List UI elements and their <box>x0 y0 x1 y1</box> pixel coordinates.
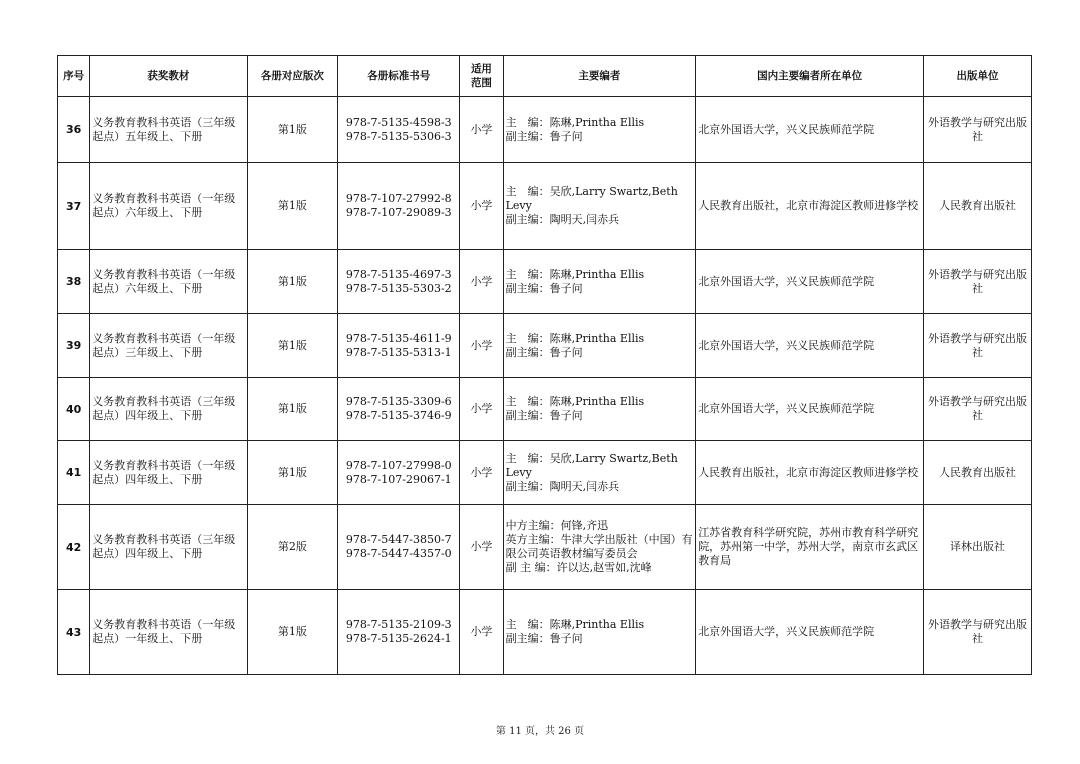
cell-units: 北京外国语大学，兴义民族师范学院 <box>696 250 924 314</box>
cell-isbn <box>338 97 460 163</box>
cell-editors <box>503 250 696 314</box>
editor-line: 副主编：陶明天,闫赤兵 <box>505 479 620 493</box>
cell-units: 北京外国语大学，兴义民族师范学院 <box>696 314 924 378</box>
cell-editors <box>503 163 696 250</box>
cell-editors <box>503 314 696 378</box>
cell-isbn <box>338 441 460 505</box>
editor-line: 英方主编：牛津大学出版社（中国）有限公司英语教材编写委员会 <box>505 533 693 560</box>
header-scope-line1: 适用 <box>470 63 492 75</box>
cell-edition: 第2版 <box>247 505 338 590</box>
cell-isbn <box>338 314 460 378</box>
cell-publisher: 译林出版社 <box>924 505 1032 590</box>
header-book: 获奖教材 <box>90 56 247 97</box>
isbn-line: 978-7-107-27998-0 <box>345 458 452 472</box>
header-editors: 主要编者 <box>503 56 696 97</box>
cell-book: 义务教育教科书英语（一年级起点）四年级上、下册 <box>90 441 247 505</box>
cell-publisher: 外语教学与研究出版社 <box>924 378 1032 441</box>
editor-line: 主 编：陈琳,Printha Ellis <box>505 395 645 408</box>
isbn-line: 978-7-5135-3746-9 <box>345 409 452 422</box>
editor-line: 副主编：鲁子问 <box>505 129 583 143</box>
isbn-line: 978-7-5135-2109-3 <box>345 618 452 631</box>
editor-line: 主 编：陈琳,Printha Ellis <box>505 331 645 345</box>
cell-publisher: 外语教学与研究出版社 <box>924 314 1032 378</box>
cell-editors <box>503 378 696 441</box>
editor-line: 主 编：陈琳,Printha Ellis <box>505 618 645 631</box>
cell-editors <box>503 441 696 505</box>
header-units: 国内主要编者所在单位 <box>696 56 924 97</box>
cell-publisher: 外语教学与研究出版社 <box>924 250 1032 314</box>
editor-line: 主 编：吴欣,Larry Swartz,Beth Levy <box>505 185 682 212</box>
cell-edition: 第1版 <box>247 590 338 675</box>
cell-isbn <box>338 250 460 314</box>
isbn-line: 978-7-5135-5306-3 <box>345 129 452 143</box>
isbn-line: 978-7-5135-4598-3 <box>345 115 452 129</box>
isbn-line: 978-7-107-29067-1 <box>345 472 452 486</box>
cell-publisher: 外语教学与研究出版社 <box>924 590 1032 675</box>
cell-seq: 42 <box>58 505 90 590</box>
cell-book: 义务教育教科书英语（三年级起点）四年级上、下册 <box>90 378 247 441</box>
isbn-line: 978-7-5135-4697-3 <box>345 267 452 281</box>
cell-book: 义务教育教科书英语（三年级起点）四年级上、下册 <box>90 505 247 590</box>
cell-scope: 小学 <box>460 505 503 590</box>
cell-edition: 第1版 <box>247 441 338 505</box>
awarded-textbooks-table <box>57 55 1032 675</box>
table-row <box>58 250 1032 314</box>
cell-book: 义务教育教科书英语（三年级起点）五年级上、下册 <box>90 97 247 163</box>
table-row <box>58 441 1032 505</box>
cell-scope: 小学 <box>460 250 503 314</box>
cell-units: 北京外国语大学，兴义民族师范学院 <box>696 378 924 441</box>
isbn-line: 978-7-107-27992-8 <box>345 192 452 205</box>
cell-publisher: 人民教育出版社 <box>924 441 1032 505</box>
cell-scope: 小学 <box>460 163 503 250</box>
cell-scope: 小学 <box>460 314 503 378</box>
page-footer: 第 11 页，共 26 页 <box>495 726 585 737</box>
cell-isbn <box>338 590 460 675</box>
table-row <box>58 590 1032 675</box>
isbn-line: 978-7-5447-3850-7 <box>345 533 452 546</box>
cell-book: 义务教育教科书英语（一年级起点）一年级上、下册 <box>90 590 247 675</box>
editor-line: 副主编：鲁子问 <box>505 409 583 422</box>
header-edition: 各册对应版次 <box>247 56 338 97</box>
cell-seq: 41 <box>58 441 90 505</box>
cell-scope: 小学 <box>460 378 503 441</box>
cell-seq: 36 <box>58 97 90 163</box>
cell-edition: 第1版 <box>247 163 338 250</box>
editor-line: 主 编：吴欣,Larry Swartz,Beth Levy <box>505 451 682 479</box>
header-seq: 序号 <box>58 56 90 97</box>
cell-seq: 39 <box>58 314 90 378</box>
editor-line: 主 编：陈琳,Printha Ellis <box>505 115 645 129</box>
isbn-line: 978-7-5135-5303-2 <box>345 281 452 295</box>
cell-scope: 小学 <box>460 97 503 163</box>
cell-units: 人民教育出版社，北京市海淀区教师进修学校 <box>696 163 924 250</box>
table-row <box>58 97 1032 163</box>
header-scope-line2: 范围 <box>470 77 492 89</box>
editor-line: 副主编：鲁子问 <box>505 345 583 359</box>
header-publisher: 出版单位 <box>924 56 1032 97</box>
isbn-line: 978-7-5135-4611-9 <box>345 331 452 345</box>
editor-line: 副 主 编：许以达,赵雪如,沈峰 <box>505 561 652 574</box>
cell-seq: 43 <box>58 590 90 675</box>
table-row <box>58 505 1032 590</box>
editor-line: 副主编：陶明天,闫赤兵 <box>505 213 620 226</box>
cell-edition: 第1版 <box>247 378 338 441</box>
cell-book: 义务教育教科书英语（一年级起点）三年级上、下册 <box>90 314 247 378</box>
cell-editors <box>503 97 696 163</box>
header-scope <box>460 56 503 97</box>
cell-units: 北京外国语大学，兴义民族师范学院 <box>696 97 924 163</box>
cell-book: 义务教育教科书英语（一年级起点）六年级上、下册 <box>90 163 247 250</box>
table-row <box>58 163 1032 250</box>
editor-line: 副主编：鲁子问 <box>505 632 583 645</box>
cell-publisher: 人民教育出版社 <box>924 163 1032 250</box>
editor-line: 主 编：陈琳,Printha Ellis <box>505 267 645 281</box>
cell-isbn <box>338 378 460 441</box>
cell-units: 江苏省教育科学研究院，苏州市教育科学研究院，苏州第一中学，苏州大学，南京市玄武区教育局 <box>696 505 924 590</box>
cell-isbn <box>338 163 460 250</box>
cell-book: 义务教育教科书英语（一年级起点）六年级上、下册 <box>90 250 247 314</box>
editor-line: 中方主编：何锋,齐迅 <box>505 519 609 532</box>
cell-scope: 小学 <box>460 590 503 675</box>
cell-seq: 40 <box>58 378 90 441</box>
cell-editors <box>503 590 696 675</box>
isbn-line: 978-7-107-29089-3 <box>345 206 452 219</box>
cell-edition: 第1版 <box>247 314 338 378</box>
table-header-row <box>58 56 1032 97</box>
isbn-line: 978-7-5135-2624-1 <box>345 632 452 645</box>
isbn-line: 978-7-5135-5313-1 <box>345 345 452 359</box>
table-row <box>58 314 1032 378</box>
cell-units: 人民教育出版社，北京市海淀区教师进修学校 <box>696 441 924 505</box>
cell-editors <box>503 505 696 590</box>
cell-units: 北京外国语大学，兴义民族师范学院 <box>696 590 924 675</box>
cell-edition: 第1版 <box>247 250 338 314</box>
isbn-line: 978-7-5447-4357-0 <box>345 547 452 560</box>
cell-edition: 第1版 <box>247 97 338 163</box>
header-isbn: 各册标准书号 <box>338 56 460 97</box>
table-body <box>58 97 1032 675</box>
table-row <box>58 378 1032 441</box>
cell-scope: 小学 <box>460 441 503 505</box>
cell-seq: 38 <box>58 250 90 314</box>
cell-isbn <box>338 505 460 590</box>
isbn-line: 978-7-5135-3309-6 <box>345 395 452 408</box>
cell-publisher: 外语教学与研究出版社 <box>924 97 1032 163</box>
cell-seq: 37 <box>58 163 90 250</box>
editor-line: 副主编：鲁子问 <box>505 281 583 295</box>
